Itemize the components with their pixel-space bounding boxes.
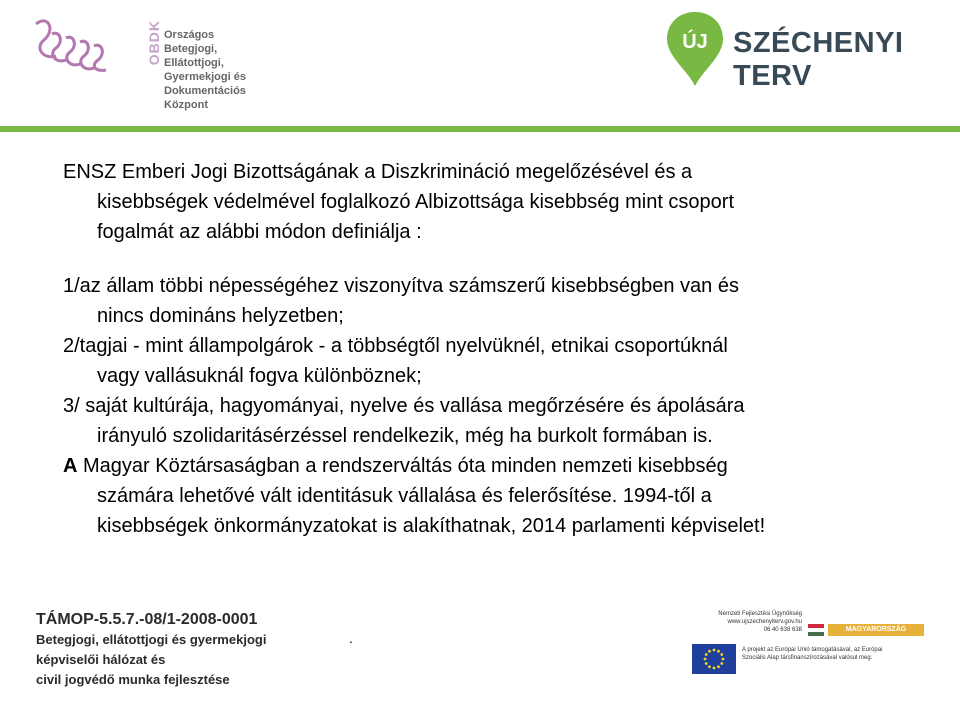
text-line: nincs domináns helyzetben; (97, 305, 344, 327)
tamop-line: Betegjogi, ellátottjogi és gyermekjogi (36, 632, 267, 647)
agency-line: www.ujszechenyiterv.gov.hu (727, 619, 802, 625)
szt-pin-label: ÚJ (682, 31, 708, 53)
intro-paragraph (63, 157, 943, 247)
tamop-code: TÁMOP-5.5.7.-08/1-2008-0001 (36, 611, 258, 628)
text-line: számára lehetővé vált identitásuk vállalása és felerősítése. 1994-től a (97, 485, 712, 507)
obdk-line: Dokumentációs Központ (164, 85, 246, 111)
text-line: 1/az állam többi népességéhez viszonyítva számszerű kisebbségben van és (63, 275, 739, 297)
header-divider (0, 126, 960, 132)
text-line-rest: Magyar Köztársaságban a rendszerváltás óta minden nemzeti kisebbség (77, 455, 728, 477)
bold-letter: A (63, 455, 78, 477)
footer-dot: . (349, 630, 353, 646)
obdk-name (164, 28, 270, 112)
criterion-1 (63, 271, 943, 331)
text-line (63, 451, 943, 481)
szechenyi-terv-title: SZÉCHENYI TERV (733, 27, 904, 92)
text-line: ENSZ Emberi Jogi Bizottságának a Diszkrimináció megelőzésével és a (63, 161, 693, 183)
text-line: fogalmát az alábbi módon definiálja : (97, 221, 422, 243)
map-pin-icon (663, 8, 727, 88)
eu-funding-banner (684, 604, 930, 684)
criterion-2 (63, 331, 943, 391)
closing-paragraph (63, 451, 943, 541)
text-line: 3/ saját kultúrája, hagyományai, nyelve és vallása megőrzésére és ápolására (63, 395, 745, 417)
obdk-swirl-icon (30, 14, 120, 74)
hungarian-flag-icon (808, 624, 824, 636)
text-line: vagy vallásuknál fogva különböznek; (97, 365, 422, 387)
agency-line: 06 40 638 638 (763, 627, 802, 633)
text-line: 2/tagjai - mint állampolgárok - a többségtől nyelvüknél, etnikai csoportúknál (63, 335, 728, 357)
text-line: kisebbségek önkormányzatokat is alakíthatnak, 2014 parlamenti képviselet! (97, 515, 766, 537)
agency-line: Nemzeti Fejlesztési Ügynökség (718, 611, 802, 617)
text-line: irányuló szolidaritásérzéssel rendelkezik, még ha burkolt formában is. (97, 425, 713, 447)
eu-line: Szociális Alap társfinanszírozásával valósul meg. (742, 655, 873, 661)
eu-flag-icon (692, 644, 736, 674)
tamop-line: képviselői hálózat és (36, 652, 166, 667)
obdk-logo (30, 14, 270, 111)
criterion-3 (63, 391, 943, 451)
main-text (63, 157, 943, 541)
agency-info (692, 610, 802, 634)
obdk-vertical-text: OBDK (146, 20, 162, 66)
obdk-line: Országos Betegjogi, (164, 29, 218, 55)
szechenyi-terv-logo (663, 8, 953, 92)
obdk-line: Ellátottjogi, Gyermekjogi és (164, 57, 246, 83)
eu-funding-text (742, 646, 922, 662)
eu-line: A projekt az Európai Unió támogatásával, az Európai (742, 647, 883, 653)
text-line: kisebbségek védelmével foglalkozó Albizottsága kisebbség mint csoport (97, 191, 735, 213)
tamop-line: civil jogvédő munka fejlesztése (36, 672, 230, 687)
tamop-project-info (36, 610, 266, 690)
magyarorszag-megujul-badge: MAGYARORSZÁG MEGÚJUL (828, 624, 924, 636)
